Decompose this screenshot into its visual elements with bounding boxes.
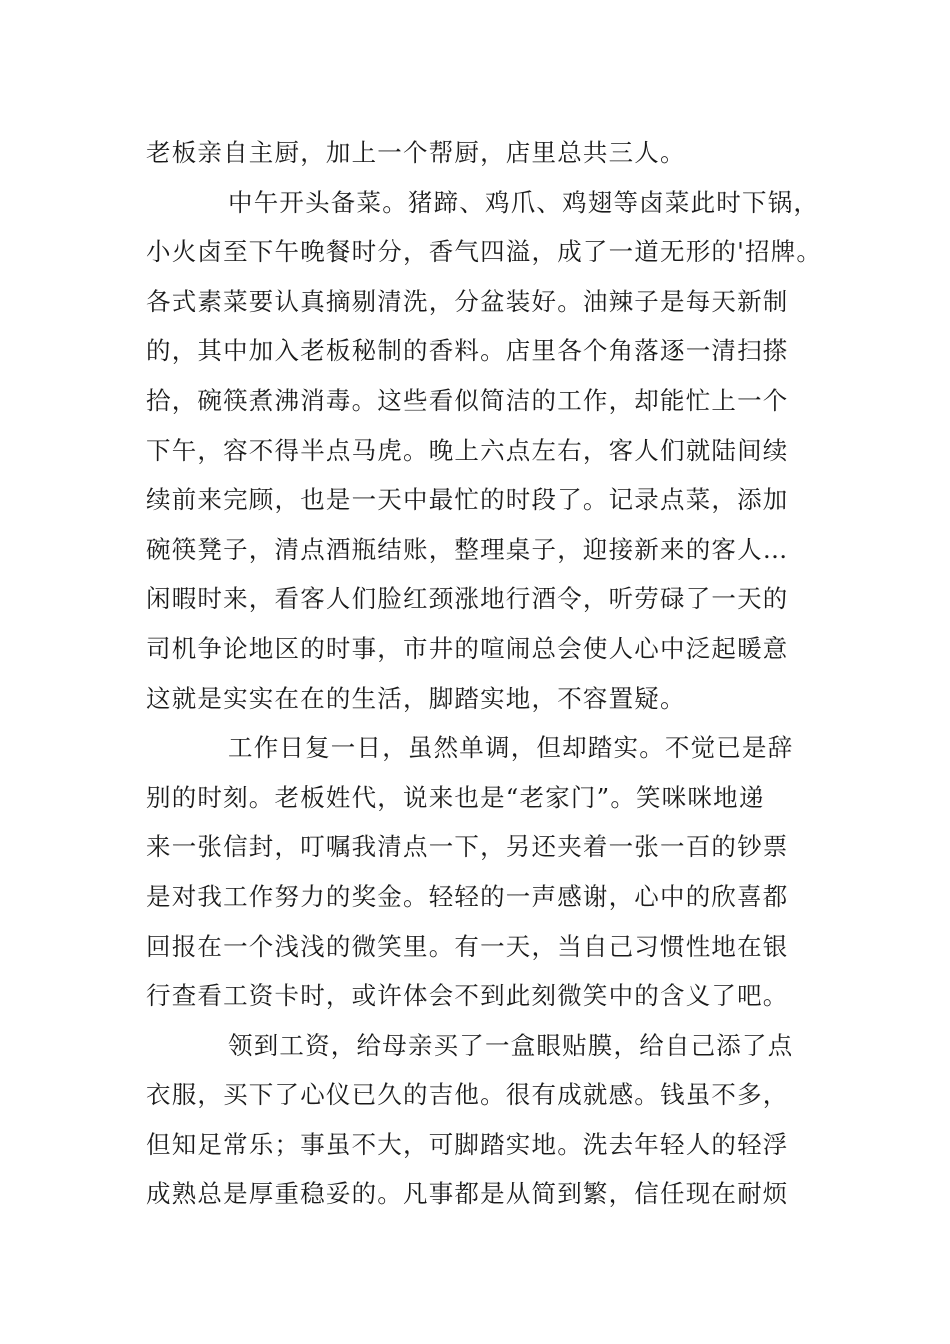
text-line: 这就是实实在在的生活，脚踏实地，不容置疑。	[146, 683, 686, 713]
text-line: 成熟总是厚重稳妥的。凡事都是从简到繁，信任现在耐烦	[146, 1179, 789, 1209]
text-line: 小火卤至下午晚餐时分，香气四溢，成了一道无形的'招牌。	[146, 237, 823, 267]
text-line: 的，其中加入老板秘制的香料。店里各个角落逐一清扫搽	[146, 336, 789, 366]
text-line: 但知足常乐；事虽不大，可脚踏实地。洗去年轻人的轻浮	[146, 1129, 789, 1159]
text-line: 续前来完顾，也是一天中最忙的时段了。记录点菜，添加	[146, 485, 789, 515]
text-line: 老板亲自主厨，加上一个帮厨，店里总共三人。	[146, 138, 686, 167]
text-line: 回报在一个浅浅的微笑里。有一天，当自己习惯性地在银	[146, 931, 789, 961]
text-line: 行查看工资卡时，或许体会不到此刻微笑中的含义了吧。	[146, 981, 789, 1011]
text-line: 碗筷凳子，清点酒瓶结账，整理桌子，迎接新来的客人…	[146, 534, 789, 564]
text-line: 拾，碗筷煮沸消毒。这些看似简洁的工作，却能忙上一个	[146, 385, 789, 415]
text-line: 工作日复一日，虽然单调，但却踏实。不觉已是辞	[228, 733, 794, 763]
text-line: 下午，容不得半点马虎。晚上六点左右，客人们就陆间续	[146, 435, 789, 465]
text-line: 别的时刻。老板姓代，说来也是“老家门”。笑咪咪地递	[146, 782, 765, 812]
text-line: 领到工资，给母亲买了一盒眼贴膜，给自己添了点	[228, 1030, 794, 1060]
body-text	[146, 128, 846, 1219]
text-line: 来一张信封，叮嘱我清点一下，另还夹着一张一百的钞票	[146, 832, 789, 862]
text-line: 司机争论地区的时事，市井的喧闹总会使人心中泛起暖意	[146, 633, 789, 663]
text-line: 中午开头备菜。猪蹄、鸡爪、鸡翅等卤菜此时下锅，	[228, 187, 820, 217]
text-line: 各式素菜要认真摘剔清洗，分盆装好。油辣子是每天新制	[146, 286, 789, 316]
text-line: 闲暇时来，看客人们脸红颈涨地行酒令，听劳碌了一天的	[146, 584, 789, 614]
text-line: 衣服，买下了心仪已久的吉他。很有成就感。钱虽不多，	[146, 1080, 789, 1110]
text-line: 是对我工作努力的奖金。轻轻的一声感谢，心中的欣喜都	[146, 881, 789, 911]
